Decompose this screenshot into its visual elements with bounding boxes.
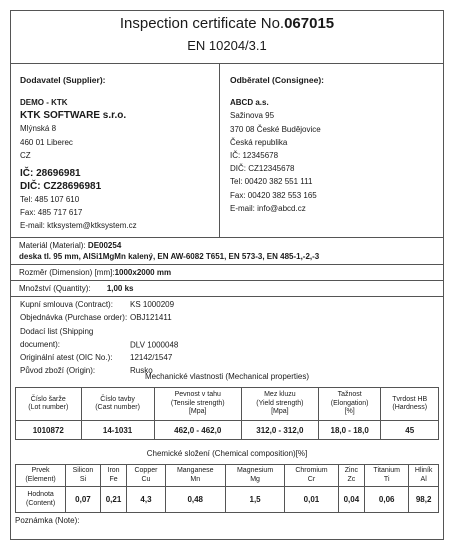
chem-value: 0,21 (100, 487, 127, 513)
consignee-email: E-mail: info@abcd.cz (230, 203, 306, 213)
consignee-dic: DIČ: CZ12345678 (230, 164, 295, 174)
supplier-tel: Tel: 485 107 610 (20, 195, 80, 205)
info-row: Dodací list (Shipping document): DLV 1000048 (20, 326, 179, 349)
supplier-heading: Dodavatel (Supplier): (20, 75, 106, 85)
chem-header: Zinc Zc (338, 465, 365, 487)
mech-header: Tvrdost HB (Hardness) (381, 388, 439, 421)
dimension-row: Rozměr (Dimension) [mm]:1000x2000 mm (11, 264, 443, 280)
mech-header: Mez kluzu (Yield strength) [Mpa] (241, 388, 318, 421)
chemical-title: Chemické složení (Chemical composition)[%] (146, 449, 308, 458)
chem-value: 0,04 (338, 487, 365, 513)
material-code: DE00254 (87, 241, 122, 250)
chem-header: Manganese Mn (165, 465, 225, 487)
consignee-heading: Odběratel (Consignee): (230, 75, 324, 85)
info-row: Originální atest (OIC No.): 12142/1547 (20, 353, 173, 363)
mech-value: 312,0 - 312,0 (241, 421, 318, 440)
chem-header: Silicon Si (66, 465, 101, 487)
chemical-table (15, 464, 439, 513)
mech-header: Pevnost v tahu (Tensile strength) [Mpa] (154, 388, 241, 421)
supplier-block (20, 64, 220, 237)
order-info (20, 298, 178, 378)
material-section (11, 237, 443, 297)
certificate-number: 067015 (284, 15, 335, 32)
mech-value: 1010872 (16, 421, 82, 440)
supplier-email: E-mail: ktksystem@ktksystem.cz (20, 221, 137, 231)
info-row: Kupní smlouva (Contract): KS 1000209 (20, 300, 175, 309)
chem-header: Chromium Cr (285, 465, 338, 487)
consignee-ic: IČ: 12345678 (230, 151, 279, 161)
material-description: deska tl. 95 mm, AlSi1MgMn kalený, EN AW-6082 T651, EN 573-3, EN 485-1,-2,-3 (19, 252, 320, 261)
quantity-value: 1,00 ks (106, 284, 134, 293)
chem-value: 1,5 (225, 487, 285, 513)
supplier-country: CZ (20, 150, 31, 160)
chem-value: 0,06 (365, 487, 409, 513)
dimension-value: 1000x2000 mm (114, 268, 172, 277)
certificate-title: Inspection certificate No.067015 (119, 15, 335, 32)
mech-header: Tažnost (Elongation) [%] (318, 388, 381, 421)
chem-value: 0,01 (285, 487, 338, 513)
supplier-city: 460 01 Liberec (20, 137, 73, 147)
certificate-page (10, 10, 444, 540)
certificate-standard: EN 10204/3.1 (187, 38, 267, 53)
chem-header: Hliník Al (409, 465, 439, 487)
chem-header: Titanium Ti (365, 465, 409, 487)
consignee-tel: Tel: 00420 382 551 111 (230, 177, 313, 187)
mech-value: 14-1031 (81, 421, 154, 440)
info-row: Objednávka (Purchase order): OBJ121411 (20, 313, 172, 323)
mech-value: 462,0 - 462,0 (154, 421, 241, 440)
consignee-fax: Fax: 00420 382 553 165 (230, 190, 317, 200)
supplier-company: KTK SOFTWARE s.r.o. (20, 110, 127, 122)
mech-value: 45 (381, 421, 439, 440)
note-label: Poznámka (Note): (15, 516, 80, 525)
mech-header: Číslo šarže (Lot number) (16, 388, 82, 421)
mechanical-title: Mechanické vlastnosti (Mechanical properties) (144, 372, 310, 381)
chem-header: Iron Fe (100, 465, 127, 487)
consignee-city: 370 08 České Budějovice (230, 124, 321, 134)
supplier-name: DEMO - KTK (20, 98, 68, 108)
consignee-name: ABCD a.s. (230, 98, 269, 108)
mechanical-table (15, 387, 439, 440)
chem-value: 4,3 (127, 487, 165, 513)
mech-header: Číslo tavby (Cast number) (81, 388, 154, 421)
mech-value: 18,0 - 18,0 (318, 421, 381, 440)
consignee-street: Sažinova 95 (230, 111, 275, 121)
supplier-dic: DIČ: CZ28696981 (20, 181, 102, 193)
chem-row-label: Hodnota (Content) (16, 487, 66, 513)
chem-value: 0,07 (66, 487, 101, 513)
supplier-fax: Fax: 485 717 617 (20, 208, 83, 218)
chem-header: Prvek (Element) (16, 465, 66, 487)
supplier-street: Mlýnská 8 (20, 124, 57, 134)
chem-value: 0,48 (165, 487, 225, 513)
chem-value: 98,2 (409, 487, 439, 513)
chem-header: Magnesium Mg (225, 465, 285, 487)
consignee-country: Česká republika (230, 137, 288, 147)
consignee-block (230, 64, 430, 237)
info-row: Původ zboží (Origin): Rusko (20, 366, 153, 376)
quantity-row: Množství (Quantity): 1,00 ks (11, 280, 443, 296)
chem-header: Copper Cu (127, 465, 165, 487)
supplier-ic: IČ: 28696981 (20, 168, 81, 180)
parties-section (11, 63, 443, 238)
material-row: Materiál (Material): DE00254 deska tl. 95 mm, AlSi1MgMn kalený, EN AW-6082 T651, EN 573-3, EN 485-1,-2,-3 (11, 238, 443, 264)
